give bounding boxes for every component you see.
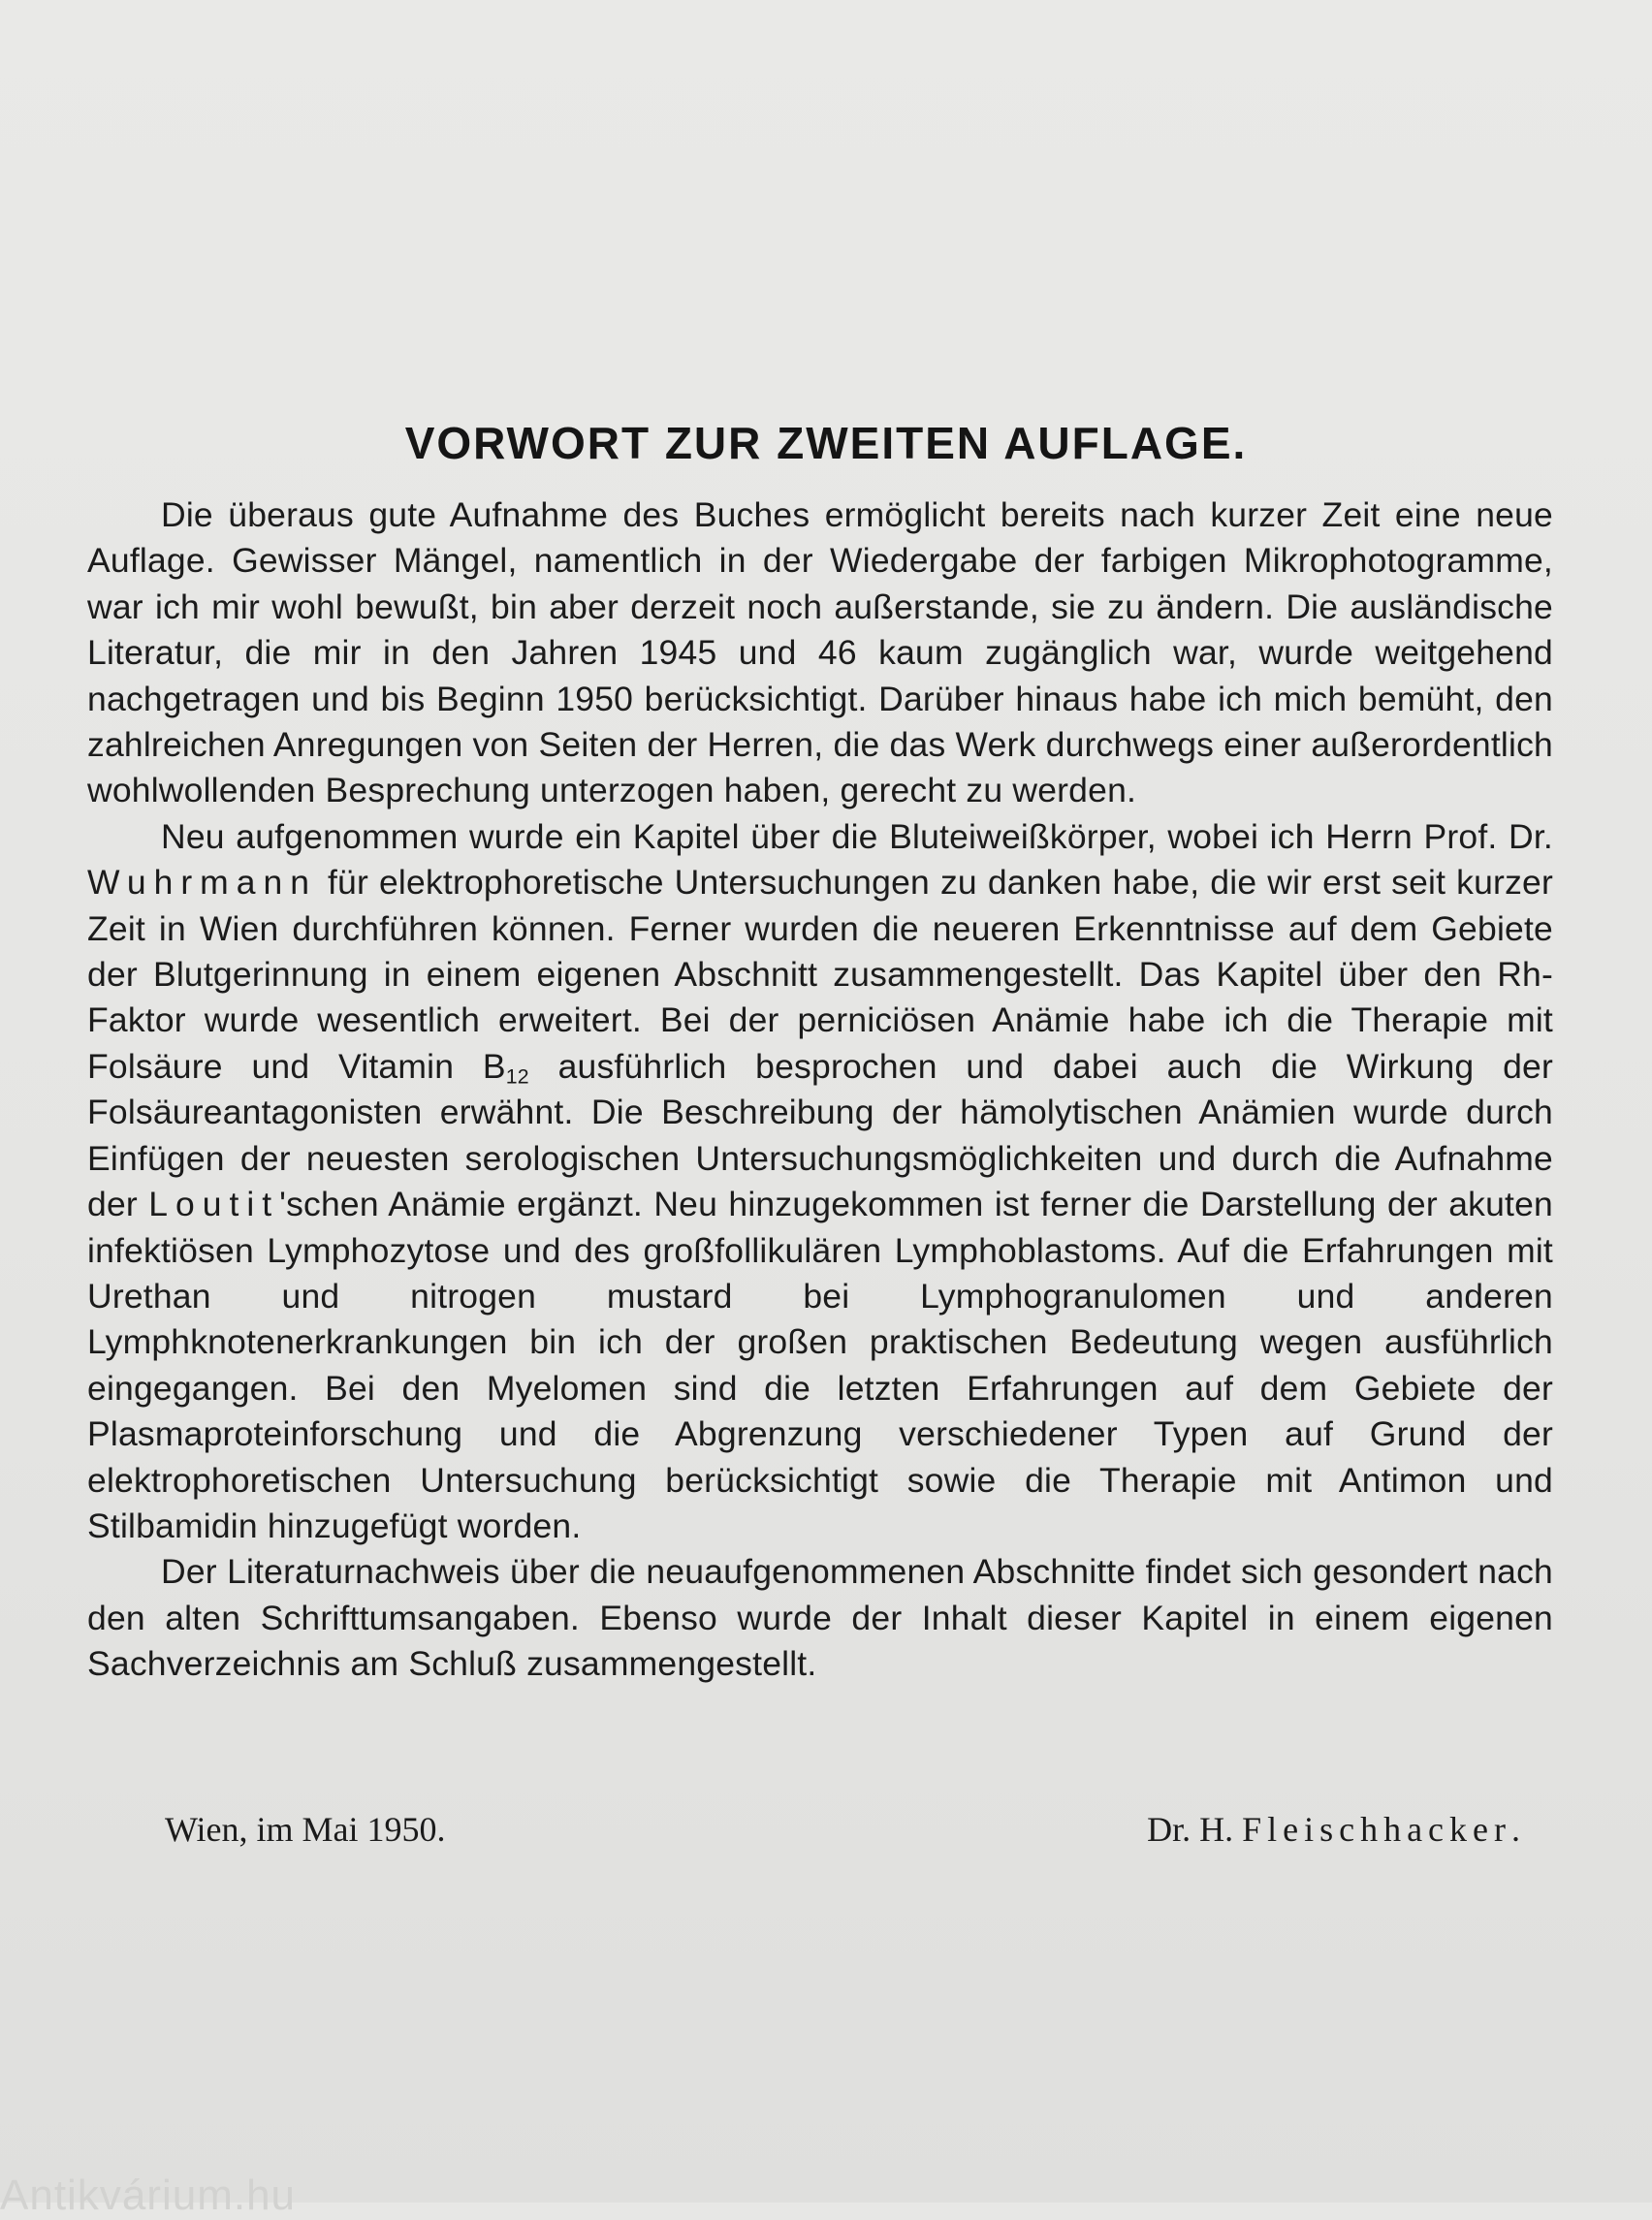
page-title: VORWORT ZUR ZWEITEN AUFLAGE. xyxy=(404,418,1248,468)
name-wuhrmann: Wuhrmann xyxy=(87,863,317,903)
name-loutit: Loutit xyxy=(148,1185,280,1224)
paragraph-2-part-b: für elektrophoretische Untersuchungen zu danken habe, die wir erst seit kurzer Zeit in Wien durchführen können. Ferner wurden die neueren Erkenntnisse auf dem Gebiete der Blutgerinnung in einem eigenen Abschnitt zusammengestellt. Das Kapitel über den Rh-Faktor wurde wesentlich erweitert. Bei der perniciösen Anämie habe ich die Therapie mit Folsäure und Vitamin B xyxy=(87,863,1553,1086)
paragraph-2-part-d: 'schen Anämie ergänzt. Neu hinzugekommen ist ferner die Darstellung der akuten infektiösen Lymphozytose und des großfollikulären Lymphoblastoms. Auf die Erfahrungen mit Urethan und nitrogen mustard bei Lymphogranulomen und anderen Lymphknotenerkrankungen bin ich der großen praktischen Bedeutung wegen ausführlich eingegangen. Bei den Myelomen sind die letzten Erfahrungen auf dem Gebiete der Plasmaproteinforschung und die Abgrenzung verschiedener Typen auf Grund der elektrophoretischen Untersuchung berücksichtigt sowie die Therapie mit Antimon und Stilbamidin hinzugefügt worden. xyxy=(87,1185,1553,1545)
place-date: Wien, im Mai 1950. xyxy=(165,1810,446,1849)
vitamin-subscript: 12 xyxy=(505,1064,529,1089)
paragraph-1: Die überaus gute Aufnahme des Buches ermöglicht bereits nach kurzer Zeit eine neue Auflage. Gewisser Mängel, namentlich in der Wiedergabe der farbigen Mikrophotogramme, war ich mir wohl bewußt, bin aber derzeit noch außerstande, sie zu ändern. Die ausländische Literatur, die mir in den Jahren 1945 und 46 kaum zugänglich war, wurde weitgehend nachgetragen und bis Beginn 1950 berücksichtigt. Darüber hinaus habe ich mich bemüht, den zahlreichen Anregungen von Seiten der Herren, die das Werk durchwegs einer außerordentlich wohlwollenden Besprechung unterzogen haben, gerecht zu werden. xyxy=(87,495,1553,810)
signature-line xyxy=(0,1809,1652,1867)
paragraph-2-part-a: Neu aufgenommen wurde ein Kapitel über die Bluteiweißkörper, wobei ich Herrn Prof. Dr. xyxy=(161,816,1553,856)
author-prefix: Dr. H. xyxy=(1147,1810,1243,1849)
paragraph-2 xyxy=(87,814,1553,1550)
paragraph-2-part-c: ausführlich besprochen und dabei auch die Wirkung der Folsäureantagonisten erwähnt. Die Beschreibung der hämolytischen Anämien wurde durch Einfügen der neuesten serologischen Untersuchungsmöglichkeiten und durch die Aufnahme der xyxy=(87,1046,1554,1224)
watermark: Antikvárium.hu xyxy=(0,2172,297,2219)
preface-body xyxy=(87,492,1553,1688)
author-name: Fleischhacker xyxy=(1242,1810,1511,1849)
paragraph-3: Der Literaturnachweis über die neuaufgenommenen Abschnitte findet sich gesondert nach den alten Schrifttumsangaben. Ebenso wurde der Inhalt dieser Kapitel in einem eigenen Sachverzeichnis am Schluß zusammengestellt. xyxy=(87,1552,1553,1684)
author xyxy=(1147,1809,1520,1850)
author-suffix: . xyxy=(1511,1810,1520,1849)
